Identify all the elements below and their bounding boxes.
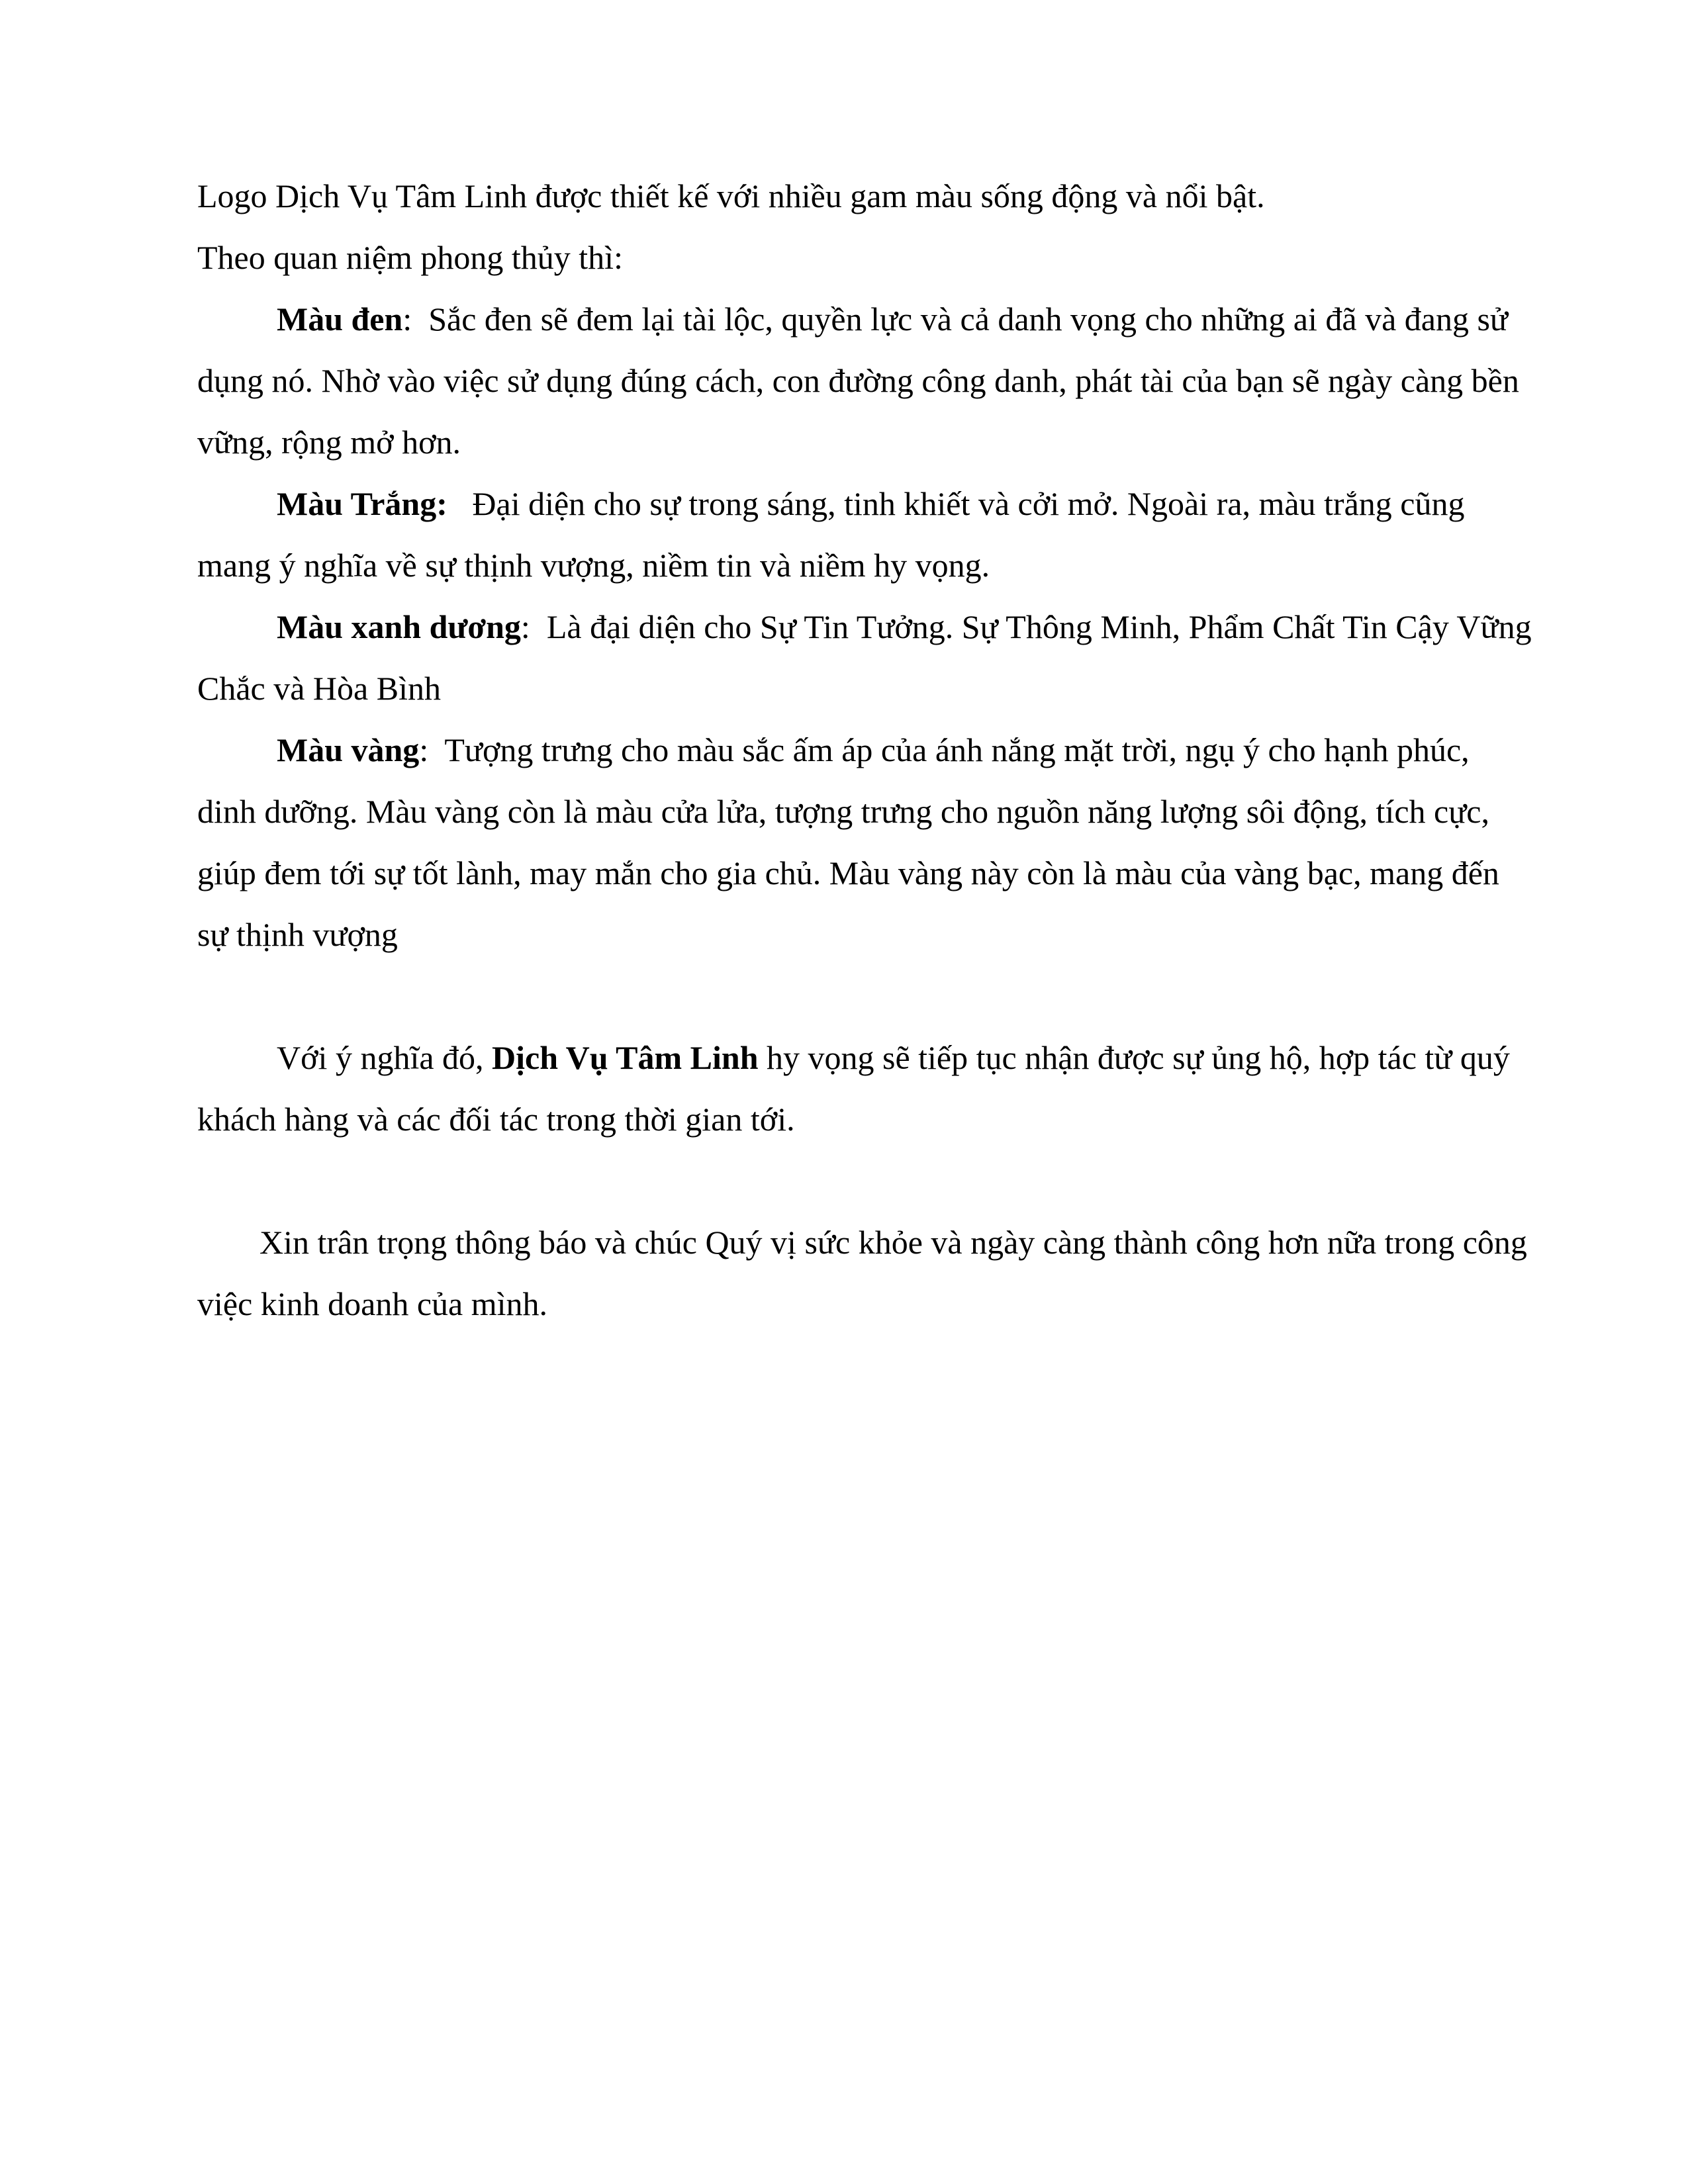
color-sep-blue: : (520, 608, 530, 645)
closing-post: hy vọng sẽ tiếp tục nhận được sự ủng hộ, hợp tác từ quý khách hàng và các đối tác trong thời gian tới. (197, 1039, 1519, 1138)
closing-paragraph (197, 1027, 1534, 1150)
color-paragraph-black (197, 289, 1534, 473)
color-desc-black: Sắc đen sẽ đem lại tài lộc, quyền lực và cả danh vọng cho những ai đã và đang sử dụng nó. Nhờ vào việc sử dụng đúng cách, con đường công danh, phát tài của bạn sẽ ngày càng bền vững, rộng mở hơn. (197, 300, 1528, 461)
color-desc-yellow: Tượng trưng cho màu sắc ấm áp của ánh nắng mặt trời, ngụ ý cho hạnh phúc, dinh dưỡng. Màu vàng còn là màu cửa lửa, tượng trưng cho nguồn năng lượng sôi động, tích cực, giúp đem tới sự tốt lành, may mắn cho gia chủ. Màu vàng này còn là màu của vàng bạc, mang đến sự thịnh vượng (197, 731, 1508, 953)
color-paragraph-blue (197, 596, 1540, 719)
color-desc-blue: Là đại diện cho Sự Tin Tưởng. Sự Thông Minh, Phẩm Chất Tin Cậy Vững Chắc và Hòa Bình (197, 608, 1540, 707)
intro-line-logo: Logo Dịch Vụ Tâm Linh được thiết kế với nhiều gam màu sống động và nổi bật. (197, 177, 1265, 214)
farewell-paragraph: Xin trân trọng thông báo và chúc Quý vị sức khỏe và ngày càng thành công hơn nữa trong công việc kinh doanh của mình. (197, 1224, 1527, 1322)
color-term-black: Màu đen (277, 300, 403, 338)
color-term-yellow: Màu vàng (277, 731, 420, 768)
intro-line-fengshui: Theo quan niệm phong thủy thì: (197, 239, 623, 276)
closing-brand: Dịch Vụ Tâm Linh (492, 1039, 759, 1076)
color-sep-black: : (402, 300, 412, 338)
color-paragraph-white (197, 473, 1534, 596)
closing-pre: Với ý nghĩa đó, (277, 1039, 492, 1076)
color-term-white: Màu Trắng: (277, 485, 447, 522)
color-paragraph-yellow (197, 719, 1534, 966)
color-desc-white: Đại diện cho sự trong sáng, tinh khiết và cởi mở. Ngoài ra, màu trắng cũng mang ý nghĩa về sự thịnh vượng, niềm tin và niềm hy vọng. (197, 485, 1473, 584)
document-body (197, 165, 1540, 1335)
color-sep-yellow: : (419, 731, 429, 768)
color-term-blue: Màu xanh dương (277, 608, 521, 645)
